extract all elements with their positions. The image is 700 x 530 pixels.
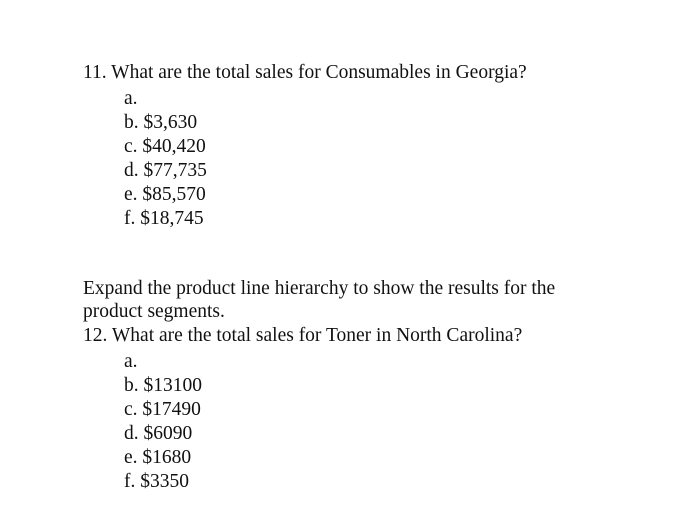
q11-option-a: a. — [124, 88, 138, 109]
q12-option-e: e. $1680 — [124, 447, 192, 468]
instruction-line-1: Expand the product line hierarchy to show the results for the — [83, 278, 556, 299]
question-12-text: 12. What are the total sales for Toner in North Carolina? — [83, 325, 523, 346]
q11-option-f: f. $18,745 — [124, 208, 204, 229]
q12-option-b: b. $13100 — [124, 375, 202, 396]
question-11-text: 11. What are the total sales for Consumables in Georgia? — [83, 62, 527, 83]
q11-option-d: d. $77,735 — [124, 160, 207, 181]
q12-option-f: f. $3350 — [124, 471, 189, 492]
q12-option-d: d. $6090 — [124, 423, 193, 444]
q11-option-e: e. $85,570 — [124, 184, 206, 205]
q11-option-c: c. $40,420 — [124, 136, 206, 157]
instruction-line-2: product segments. — [83, 301, 225, 322]
q12-option-a: a. — [124, 351, 138, 372]
q11-option-b: b. $3,630 — [124, 112, 198, 133]
q12-option-c: c. $17490 — [124, 399, 201, 420]
